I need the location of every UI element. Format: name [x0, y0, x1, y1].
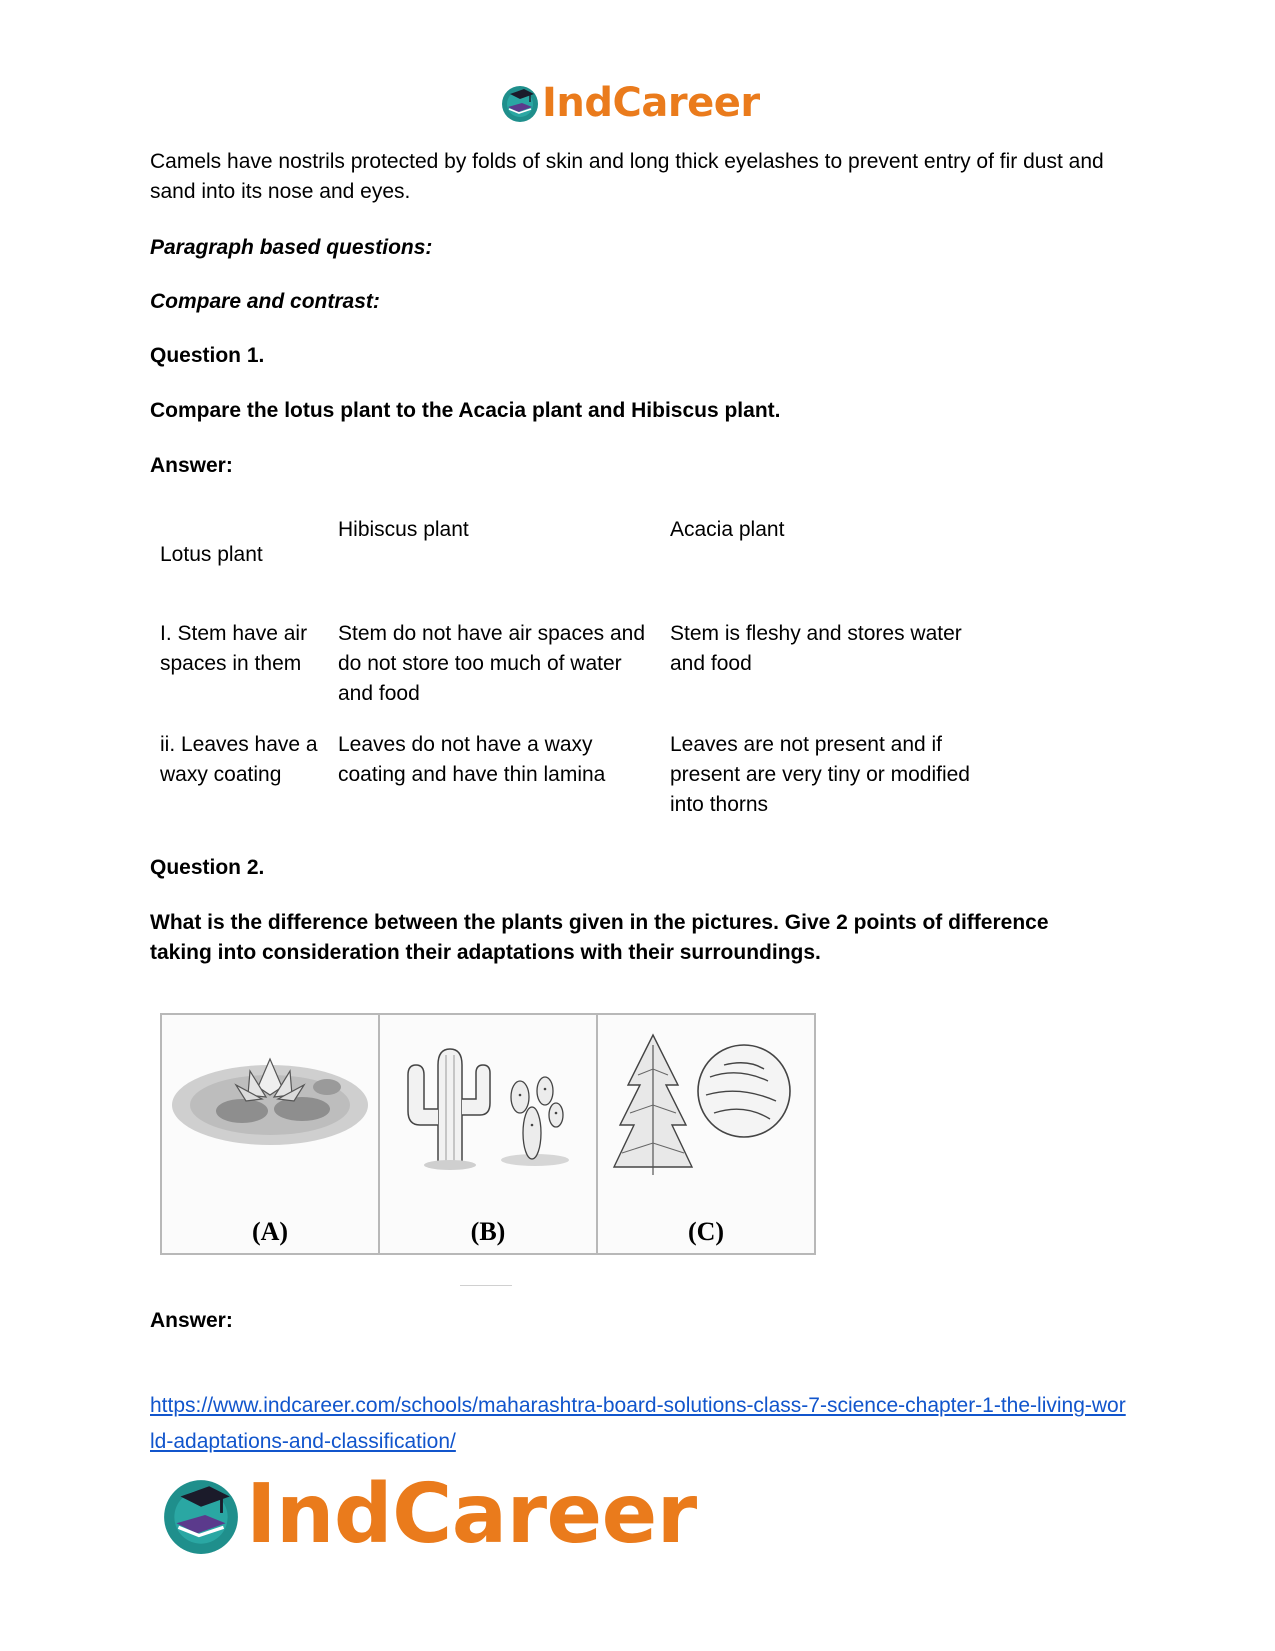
footer-logo: [160, 1467, 697, 1562]
table-cell: I. Stem have air spaces in them: [160, 622, 308, 675]
table-header-lotus: Lotus plant: [160, 543, 263, 566]
table-cell: ii. Leaves have a waxy coating: [160, 733, 318, 786]
divider: [460, 1285, 512, 1286]
pine-tree-illustration: [598, 1015, 812, 1215]
logo-wordmark: IndCareer: [542, 80, 760, 126]
header-logo: [500, 80, 760, 126]
question-1-text: Compare the lotus plant to the Acacia plant and Hibiscus plant.: [150, 399, 781, 422]
table-cell: Stem do not have air spaces and do not store too much of water and food: [338, 622, 646, 705]
solutions-link[interactable]: https://www.indcareer.com/schools/maharashtra-board-solutions-class-7-science-chapter-1-the-living-world-adaptations-and-classification/: [150, 1394, 1126, 1453]
globe-book-icon: [160, 1474, 242, 1556]
question-2-number: Question 2.: [150, 856, 265, 879]
question-1-number: Question 1.: [150, 344, 265, 367]
question-2-text: What is the difference between the plants given in the pictures. Give 2 points of difference taking into consideration their adaptations with their surroundings.: [150, 911, 1049, 964]
question-2-answer-label: Answer:: [150, 1309, 233, 1332]
table-header-acacia: Acacia plant: [670, 518, 785, 541]
figure-label-a: (A): [251, 1217, 289, 1246]
figure-panel-c: [598, 1015, 814, 1253]
heading-paragraph-questions: Paragraph based questions:: [150, 236, 433, 259]
figure-label-c: (C): [687, 1217, 725, 1246]
table-cell: Leaves do not have a waxy coating and have thin lamina: [338, 733, 606, 786]
table-header-hibiscus: Hibiscus plant: [338, 518, 469, 541]
plant-pictures-figure: [160, 1013, 816, 1255]
table-cell: Leaves are not present and if present are very tiny or modified into thorns: [670, 733, 970, 816]
globe-book-icon: [500, 83, 540, 123]
lotus-illustration: [162, 1015, 376, 1215]
intro-paragraph: Camels have nostrils protected by folds of skin and long thick eyelashes to prevent entry of fir dust and sand into its nose and eyes.: [150, 150, 1104, 203]
figure-panel-b: [380, 1015, 598, 1253]
figure-panel-a: [162, 1015, 380, 1253]
heading-compare-contrast: Compare and contrast:: [150, 290, 380, 313]
logo-wordmark: IndCareer: [246, 1467, 697, 1562]
table-cell: Stem is fleshy and stores water and food: [670, 622, 962, 675]
cactus-illustration: [380, 1015, 594, 1215]
question-1-answer-label: Answer:: [150, 454, 233, 477]
figure-label-b: (B): [470, 1217, 506, 1246]
